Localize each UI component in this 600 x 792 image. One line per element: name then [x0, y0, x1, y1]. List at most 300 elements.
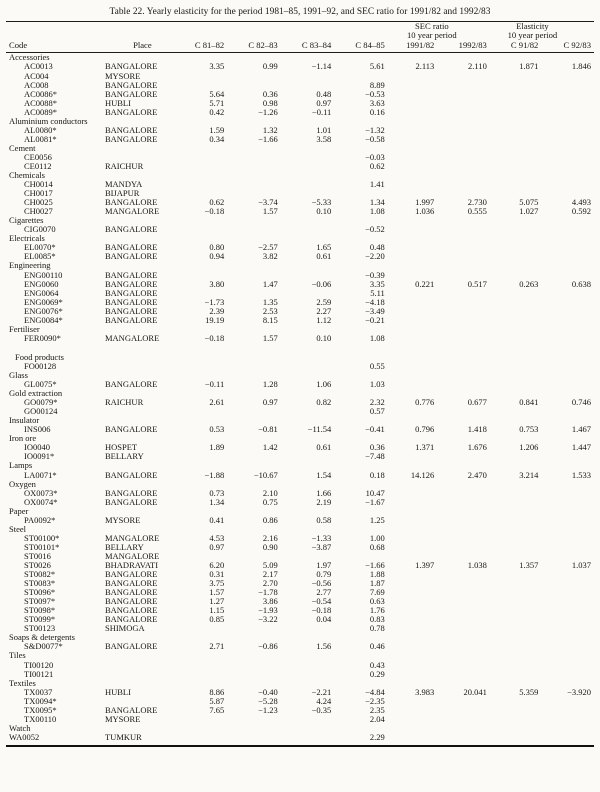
value-cell: [538, 615, 594, 624]
value-cell: 1.418: [467, 424, 487, 435]
value-cell: 1.533: [571, 469, 591, 480]
value-cell: 0.796: [415, 424, 435, 435]
value-cell: [434, 498, 487, 507]
code-cell: CH0017: [24, 188, 53, 199]
value-cell: [538, 81, 594, 90]
value-cell: −4.84: [365, 686, 385, 697]
data-row: [6, 407, 594, 416]
category-row: [6, 480, 594, 489]
value-cell: −0.18: [204, 206, 225, 217]
value-cell: −0.40: [258, 686, 278, 697]
value-cell: [487, 316, 539, 325]
column-header-code: Code: [6, 40, 103, 53]
value-cell: −1.33: [311, 532, 332, 543]
value-cell: 1.97: [316, 559, 332, 570]
value-cell: [182, 624, 224, 633]
data-row: [6, 670, 594, 679]
value-cell: 14.126: [410, 469, 435, 480]
value-cell: 5.71: [209, 97, 225, 108]
value-cell: −1.93: [258, 605, 278, 616]
value-cell: −1.78: [258, 587, 278, 598]
place-cell: BANGALORE: [104, 224, 158, 235]
value-cell: [385, 579, 435, 588]
value-cell: 0.29: [369, 668, 385, 679]
data-row: [6, 443, 594, 452]
place-cell: BANGALORE: [104, 61, 158, 72]
value-cell: [487, 489, 539, 498]
column-header-c82-83: C 82–83: [224, 40, 278, 53]
value-cell: 0.18: [369, 469, 385, 480]
value-cell: [487, 588, 539, 597]
value-cell: [538, 452, 594, 461]
value-cell: [538, 180, 594, 189]
data-row: [6, 271, 594, 280]
data-row: [6, 597, 594, 606]
value-cell: 0.53: [209, 424, 225, 435]
value-cell: 1.42: [262, 442, 278, 453]
value-cell: [538, 225, 594, 234]
code-cell: ENG0076*: [24, 305, 63, 316]
place-cell: BANGALORE: [104, 314, 158, 325]
value-cell: [385, 289, 435, 298]
value-cell: 7.65: [209, 704, 225, 715]
value-cell: 0.746: [571, 397, 591, 408]
value-cell: [182, 661, 224, 670]
data-row: [6, 706, 594, 715]
value-cell: −0.41: [365, 424, 385, 435]
value-cell: 0.73: [209, 487, 225, 498]
value-cell: 0.221: [415, 278, 435, 289]
value-cell: 0.677: [467, 397, 487, 408]
category-row: [6, 117, 594, 126]
value-cell: [434, 489, 487, 498]
value-cell: [434, 534, 487, 543]
place-cell: MANGALORE: [104, 332, 160, 343]
value-cell: 5.09: [262, 559, 278, 570]
column-header-1991-82: 1991/82: [385, 40, 435, 53]
category-row: [6, 724, 594, 733]
value-cell: [538, 670, 594, 679]
place-cell: BANGALORE: [104, 124, 158, 135]
data-row: [6, 579, 594, 588]
value-cell: 0.592: [571, 206, 591, 217]
data-row: [6, 624, 594, 633]
value-cell: 8.15: [262, 314, 278, 325]
value-cell: [182, 153, 224, 162]
value-cell: 2.113: [415, 61, 435, 72]
data-row: [6, 516, 594, 525]
value-cell: 1.00: [369, 532, 385, 543]
value-cell: [385, 606, 435, 615]
value-cell: [385, 135, 435, 144]
value-cell: 1.03: [369, 379, 385, 390]
value-cell: 0.83: [369, 614, 385, 625]
value-cell: [224, 362, 278, 371]
value-cell: 2.77: [316, 587, 332, 598]
value-cell: [487, 670, 539, 679]
value-cell: 1.08: [369, 206, 385, 217]
data-row: [6, 489, 594, 498]
value-cell: [538, 135, 594, 144]
bottom-rule: [6, 745, 594, 747]
column-header-c81-82: C 81–82: [182, 40, 224, 53]
value-cell: [385, 489, 435, 498]
code-cell: AL0080*: [24, 124, 57, 135]
value-cell: 4.24: [316, 695, 332, 706]
value-cell: 3.35: [369, 278, 385, 289]
value-cell: [385, 534, 435, 543]
value-cell: [434, 298, 487, 307]
data-row: [6, 606, 594, 615]
code-cell: TI00121: [24, 668, 54, 679]
sec-ratio-group-title: SEC ratio: [414, 21, 449, 31]
value-cell: 2.53: [262, 305, 278, 316]
value-cell: [385, 570, 435, 579]
value-cell: [224, 407, 278, 416]
value-cell: [224, 153, 278, 162]
value-cell: −2.57: [258, 242, 278, 253]
value-cell: [385, 108, 435, 117]
place-cell: MANGALORE: [104, 532, 160, 543]
value-cell: 20.041: [463, 686, 487, 697]
data-row: [6, 398, 594, 407]
value-cell: [434, 334, 487, 343]
value-cell: −0.21: [365, 314, 385, 325]
place-cell: HUBLI: [104, 97, 131, 108]
place-cell: MANDYA: [104, 179, 143, 190]
category-label: Oxygen: [9, 478, 36, 489]
value-cell: [385, 642, 435, 651]
value-cell: [538, 588, 594, 597]
value-cell: 1.676: [467, 442, 487, 453]
value-cell: 0.42: [209, 106, 225, 117]
value-cell: 1.35: [262, 296, 278, 307]
value-cell: −0.39: [365, 269, 385, 280]
value-cell: [385, 298, 435, 307]
value-cell: [385, 407, 435, 416]
value-cell: [487, 661, 539, 670]
value-cell: [538, 298, 594, 307]
value-cell: −10.67: [253, 469, 278, 480]
code-cell: IO0040: [24, 442, 50, 453]
value-cell: [434, 380, 487, 389]
value-cell: 0.36: [262, 88, 278, 99]
value-cell: 1.59: [209, 124, 225, 135]
value-cell: −0.11: [204, 379, 225, 390]
data-row: [6, 198, 594, 207]
value-cell: −0.58: [365, 133, 385, 144]
value-cell: 1.397: [415, 559, 435, 570]
data-row: [6, 189, 594, 198]
value-cell: 0.80: [209, 242, 225, 253]
value-cell: 1.846: [571, 61, 591, 72]
place-cell: BANGALORE: [104, 424, 158, 435]
value-cell: [538, 733, 594, 742]
value-cell: 1.25: [369, 514, 385, 525]
category-label: Insulator: [9, 415, 40, 426]
category-label: Engineering: [9, 260, 51, 271]
value-cell: 2.70: [262, 578, 278, 589]
value-cell: 0.68: [369, 541, 385, 552]
category-label: Textiles: [9, 677, 36, 688]
value-cell: [385, 316, 435, 325]
value-cell: [487, 624, 539, 633]
place-cell: BANGALORE: [104, 197, 158, 208]
value-cell: 2.04: [369, 713, 385, 724]
value-cell: [538, 489, 594, 498]
data-row: [6, 135, 594, 144]
value-cell: 1.34: [369, 197, 385, 208]
category-row: [6, 461, 594, 470]
value-cell: −5.28: [258, 695, 278, 706]
data-row: [6, 425, 594, 434]
value-cell: 3.58: [316, 133, 332, 144]
value-cell: 3.82: [262, 251, 278, 262]
value-cell: [487, 452, 539, 461]
value-cell: [487, 334, 539, 343]
value-cell: 0.41: [209, 514, 225, 525]
value-cell: 0.10: [316, 206, 332, 217]
value-cell: 0.98: [262, 97, 278, 108]
place-cell: BANGALORE: [104, 133, 158, 144]
value-cell: 1.27: [209, 596, 225, 607]
value-cell: [434, 362, 487, 371]
value-cell: [385, 162, 435, 171]
category-row: [6, 234, 594, 243]
category-row: [6, 679, 594, 688]
value-cell: [538, 72, 594, 81]
category-row: [6, 353, 594, 362]
value-cell: [434, 126, 487, 135]
category-row: [6, 325, 594, 334]
code-cell: LA0071*: [24, 469, 57, 480]
data-row: [6, 543, 594, 552]
place-cell: BANGALORE: [104, 614, 158, 625]
code-cell: EL0085*: [24, 251, 56, 262]
code-cell: CIG0070: [24, 224, 56, 235]
data-row: [6, 225, 594, 234]
value-cell: [224, 715, 278, 724]
column-header-c83-84: C 83–84: [278, 40, 332, 53]
category-row: [6, 216, 594, 225]
value-cell: [487, 543, 539, 552]
value-cell: [182, 715, 224, 724]
code-cell: FO00128: [24, 360, 57, 371]
place-cell: BANGALORE: [104, 79, 158, 90]
place-cell: MYSORE: [104, 713, 141, 724]
value-cell: 2.27: [316, 305, 332, 316]
value-cell: 0.753: [519, 424, 539, 435]
value-cell: 19.19: [205, 314, 225, 325]
value-cell: −1.14: [311, 61, 332, 72]
value-cell: 0.517: [467, 278, 487, 289]
value-cell: [487, 108, 539, 117]
value-cell: −0.11: [311, 106, 332, 117]
value-cell: 2.71: [209, 641, 225, 652]
value-cell: [385, 615, 435, 624]
value-cell: 2.10: [262, 487, 278, 498]
value-cell: [538, 243, 594, 252]
value-cell: 5.359: [519, 686, 539, 697]
code-cell: ST0016: [24, 550, 51, 561]
value-cell: [487, 81, 539, 90]
value-cell: 0.82: [316, 397, 332, 408]
value-cell: −0.35: [311, 704, 332, 715]
value-cell: [278, 733, 332, 742]
value-cell: [182, 225, 224, 234]
value-cell: −7.48: [365, 451, 385, 462]
value-cell: [538, 316, 594, 325]
place-cell: TUMKUR: [104, 731, 142, 742]
code-cell: S&D0077*: [24, 641, 63, 652]
value-cell: 0.63: [369, 596, 385, 607]
value-cell: [385, 362, 435, 371]
value-cell: [385, 498, 435, 507]
data-row: [6, 588, 594, 597]
value-cell: 0.75: [262, 496, 278, 507]
category-label: Cement: [9, 142, 36, 153]
value-cell: 0.841: [519, 397, 539, 408]
value-cell: −3.49: [365, 305, 385, 316]
value-cell: −0.52: [365, 224, 385, 235]
code-cell: ENG0060: [24, 278, 59, 289]
category-row: [6, 144, 594, 153]
value-cell: −1.88: [204, 469, 225, 480]
value-cell: [385, 624, 435, 633]
value-cell: [182, 452, 224, 461]
value-cell: [538, 624, 594, 633]
value-cell: 1.15: [209, 605, 225, 616]
value-cell: [385, 72, 435, 81]
value-cell: 0.31: [209, 569, 225, 580]
table-caption: Table 22. Yearly elasticity for the period 1981–85, 1991–92, and SEC ratio for 1991/82 and 1992/83: [109, 7, 491, 17]
value-cell: 1.87: [369, 578, 385, 589]
value-cell: [487, 570, 539, 579]
value-cell: [278, 715, 332, 724]
data-row: [6, 307, 594, 316]
place-cell: BANGALORE: [104, 88, 158, 99]
code-cell: TI00120: [24, 659, 54, 670]
value-cell: 0.79: [316, 569, 332, 580]
value-cell: [182, 407, 224, 416]
value-cell: [278, 670, 332, 679]
data-row: [6, 661, 594, 670]
value-cell: 3.80: [209, 278, 225, 289]
data-row: [6, 108, 594, 117]
value-cell: 0.36: [369, 442, 385, 453]
elasticity-group-header: [487, 22, 594, 40]
value-cell: [385, 516, 435, 525]
column-header-c91-82: C 91/82: [487, 40, 539, 53]
elasticity-group-period: 10 year period: [507, 30, 558, 41]
data-row: [6, 289, 594, 298]
category-row: [6, 389, 594, 398]
value-cell: [385, 380, 435, 389]
code-cell: CE0056: [24, 151, 52, 162]
value-cell: 1.66: [316, 487, 332, 498]
value-cell: 2.110: [468, 61, 487, 72]
place-cell: BANGALORE: [104, 296, 158, 307]
value-cell: 1.467: [571, 424, 591, 435]
value-cell: −3.920: [567, 686, 591, 697]
data-row: [6, 162, 594, 171]
value-cell: [487, 516, 539, 525]
column-header-1992-83: 1992/83: [434, 40, 487, 53]
value-cell: [434, 72, 487, 81]
data-row: [6, 62, 594, 71]
data-row: [6, 180, 594, 189]
value-cell: 1.12: [316, 314, 332, 325]
value-cell: 5.11: [370, 287, 385, 298]
value-cell: [182, 180, 224, 189]
value-cell: [434, 225, 487, 234]
category-label: Steel: [9, 523, 26, 534]
value-cell: 2.61: [209, 397, 225, 408]
value-cell: [487, 362, 539, 371]
place-cell: BANGALORE: [104, 287, 158, 298]
data-row: [6, 380, 594, 389]
category-label: Fertiliser: [9, 323, 40, 334]
value-cell: [538, 597, 594, 606]
column-header-c92-83: C 92/83: [538, 40, 594, 53]
value-cell: [434, 543, 487, 552]
value-cell: [385, 452, 435, 461]
value-cell: [538, 153, 594, 162]
value-cell: [487, 642, 539, 651]
value-cell: [278, 162, 332, 171]
category-row: [6, 633, 594, 642]
value-cell: 0.46: [369, 641, 385, 652]
value-cell: −1.66: [258, 133, 278, 144]
data-row: [6, 570, 594, 579]
value-cell: −1.73: [204, 296, 225, 307]
elasticity-table: [6, 22, 594, 742]
value-cell: [385, 715, 435, 724]
place-cell: MANGALORE: [104, 206, 160, 217]
place-cell: [103, 407, 182, 416]
value-cell: [224, 624, 278, 633]
code-cell: CH0014: [24, 179, 53, 190]
value-cell: 1.32: [262, 124, 278, 135]
value-cell: [434, 153, 487, 162]
value-cell: 2.39: [209, 305, 225, 316]
value-cell: [538, 126, 594, 135]
value-cell: 1.88: [369, 569, 385, 580]
code-cell: GL0075*: [24, 379, 57, 390]
value-cell: 2.32: [369, 397, 385, 408]
value-cell: [278, 661, 332, 670]
value-cell: 0.16: [369, 106, 385, 117]
value-cell: [434, 407, 487, 416]
value-cell: [434, 715, 487, 724]
category-row: [6, 261, 594, 270]
value-cell: [224, 661, 278, 670]
value-cell: 0.58: [316, 514, 332, 525]
value-cell: −0.86: [258, 641, 278, 652]
value-cell: [385, 225, 435, 234]
code-cell: AC0089*: [24, 106, 58, 117]
value-cell: −2.20: [365, 251, 385, 262]
value-cell: [487, 498, 539, 507]
code-cell: EL0070*: [24, 242, 56, 253]
value-cell: [487, 289, 539, 298]
value-cell: [434, 697, 487, 706]
value-cell: [385, 252, 435, 261]
code-cell: AC0086*: [24, 88, 58, 99]
value-cell: 0.48: [369, 242, 385, 253]
value-cell: [385, 670, 435, 679]
spacer-row: [6, 343, 594, 353]
